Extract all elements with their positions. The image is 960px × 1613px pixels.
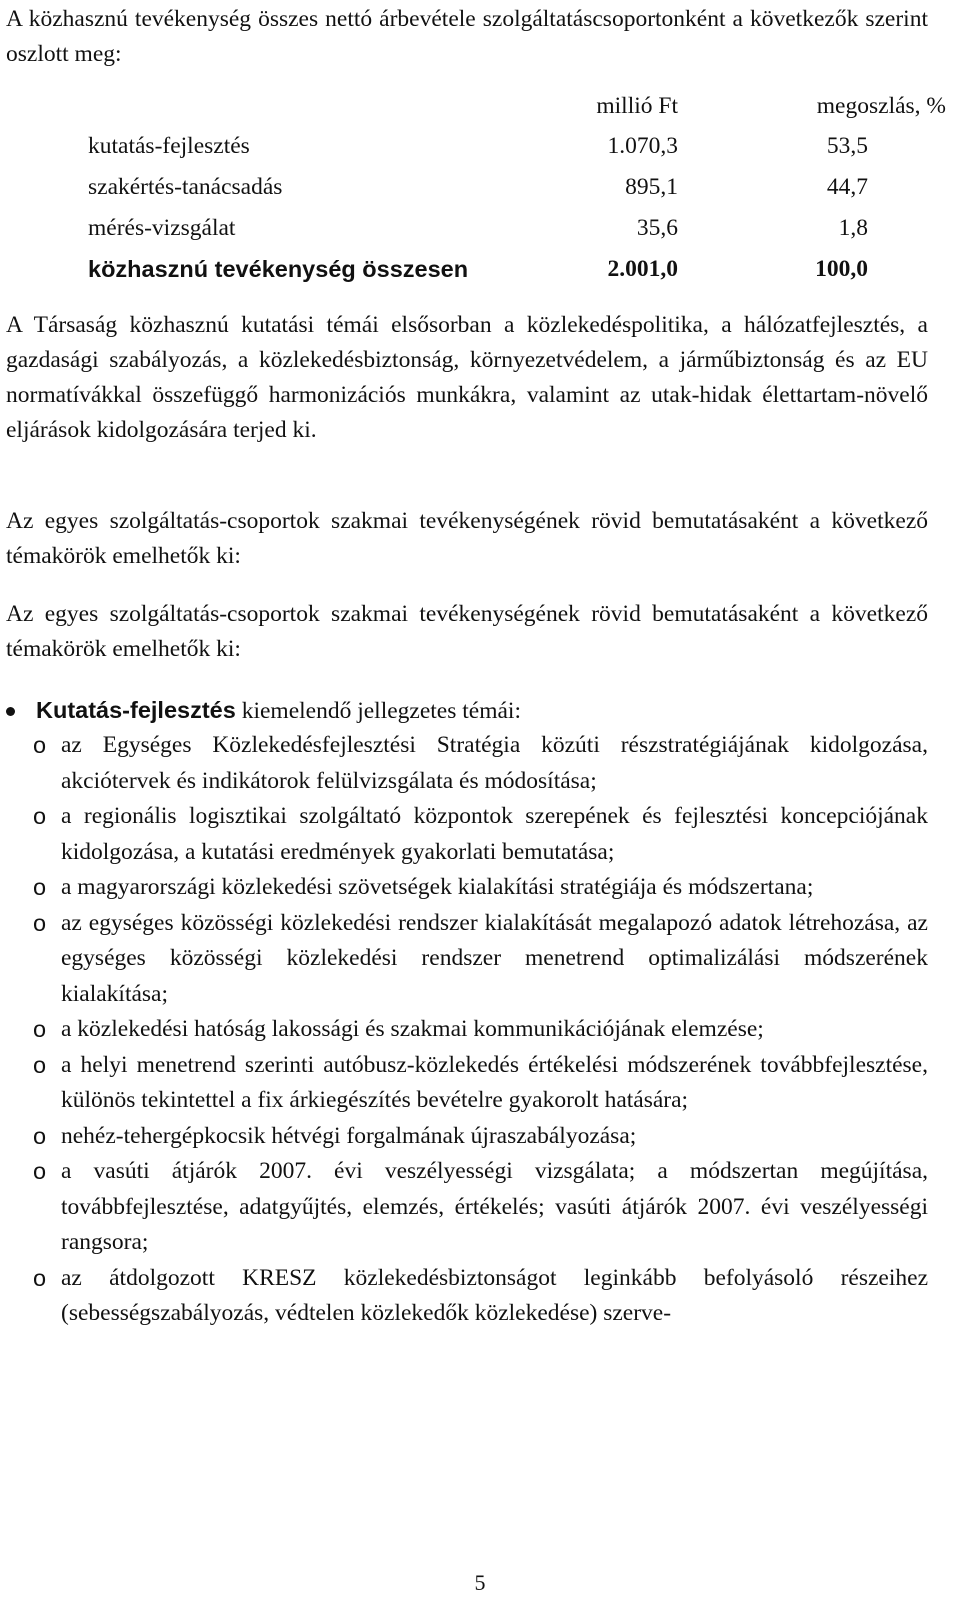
circle-bullet-icon: o [33, 803, 47, 829]
table-header-row [88, 86, 946, 126]
list-item-text: a közlekedési hatóság lakossági és szakmai kommunikációjának elemzése; [61, 1016, 764, 1042]
list-item-text: az Egységes Közlekedésfejlesztési Stratégia közúti részstratégiájának kidolgozása, akciótervek és indikátorok felülvizsgálata és módosítása; [61, 732, 928, 794]
row-value: 35,6 [636, 215, 678, 241]
row-share: 44,7 [826, 174, 868, 200]
row-share: 53,5 [826, 133, 868, 159]
list-item [6, 728, 928, 799]
table-total-row [88, 249, 946, 290]
circle-bullet-icon: o [33, 732, 47, 758]
list-item [6, 1048, 928, 1119]
page-number: 5 [474, 1570, 486, 1595]
rnd-bullet-heading [36, 693, 928, 729]
list-item-text: az átdolgozott KRESZ közlekedésbiztonságot leginkább befolyásoló részeihez (sebességszabályozás, védtelen közlekedők közlekedése) szerve- [61, 1264, 928, 1326]
revenue-distribution-table [88, 86, 946, 290]
list-item [6, 906, 928, 1013]
list-item [6, 870, 928, 906]
list-item-text: a regionális logisztikai szolgáltató központok szerepének és fejlesztési koncepciójának kidolgozása, a kutatási eredmények gyakorlati bemutatása; [61, 803, 928, 865]
circle-bullet-icon: o [33, 874, 47, 900]
table-header-share: megoszlás, % [816, 92, 946, 119]
total-value: 2.001,0 [607, 256, 678, 282]
service-groups-paragraph-repeat: Az egyes szolgáltatás-csoportok szakmai tevékenységének rövid bemutatásaként a következő témakörök emelhetők ki: [6, 601, 928, 662]
circle-bullet-icon: o [33, 1016, 47, 1042]
list-item-text: a magyarországi közlekedési szövetségek kialakítási stratégiája és módszertana; [61, 874, 814, 900]
rnd-heading-rest: kiemelendő jellegzetes témái: [235, 698, 521, 724]
list-item-text: a vasúti átjárók 2007. évi veszélyességi vizsgálata; a módszertan megújítása, továbbfejlesztése, adatgyűjtés, elemzés, értékelés; vasúti átjárók 2007. évi veszélyességi rangsora; [61, 1158, 928, 1255]
rnd-heading-bold: Kutatás-fejlesztés [36, 697, 236, 723]
table-header-label [88, 86, 558, 126]
row-label: kutatás-fejlesztés [88, 133, 250, 159]
list-item [6, 1154, 928, 1261]
table-header-value: millió Ft [596, 92, 678, 119]
rnd-bullet [6, 693, 928, 729]
row-value: 1.070,3 [607, 133, 678, 159]
list-item [6, 1119, 928, 1155]
circle-bullet-icon: o [33, 1122, 47, 1149]
research-topics-paragraph: A Társaság közhasznú kutatási témái elsősorban a közlekedéspolitika, a hálózatfejlesztés, a gazdasági szabályozás, a közlekedésbiztonság, környezetvédelem, a járműbiztonság és az EU normatívákkal összefüggő harmonizációs munkákra, valamint az utak-hidak élettartam-növelő eljárások kidolgozására terjed ki. [6, 312, 928, 443]
table-row [88, 167, 946, 208]
circle-bullet-icon: o [33, 1051, 47, 1078]
list-item [6, 799, 928, 870]
circle-bullet-icon: o [33, 909, 47, 936]
row-label: szakértés-tanácsadás [88, 174, 283, 200]
circle-bullet-icon: o [33, 1264, 47, 1291]
list-item-text: nehéz-tehergépkocsik hétvégi forgalmának újraszabályozása; [61, 1122, 637, 1149]
table-row [88, 208, 946, 249]
rnd-topic-list [6, 728, 928, 1332]
circle-bullet-icon: o [33, 1158, 47, 1184]
row-share: 1,8 [838, 215, 868, 241]
row-label: mérés-vizsgálat [88, 215, 236, 241]
list-item [6, 1012, 928, 1048]
service-groups-paragraph: Az egyes szolgáltatás-csoportok szakmai tevékenységének rövid bemutatásaként a következő témakörök emelhetők ki: [6, 508, 928, 569]
list-item [6, 1261, 928, 1332]
row-value: 895,1 [625, 174, 678, 200]
bullet-dot-icon [6, 707, 15, 716]
list-item-text: az egységes közösségi közlekedési rendszer kialakítását megalapozó adatok létrehozása, az egységes közösségi közlekedési rendszer menetrend optimalizálási módszerének kialakítása; [61, 909, 928, 1007]
total-share: 100,0 [815, 256, 868, 282]
table-row [88, 126, 946, 167]
total-label: közhasznú tevékenység összesen [88, 256, 469, 282]
list-item-text: a helyi menetrend szerinti autóbusz-közlekedés értékelési módszerének továbbfejlesztése, különös tekintettel a fix árkiegészítés bevételre gyakorolt hatására; [61, 1051, 928, 1113]
intro-paragraph: A közhasznú tevékenység összes nettó árbevétele szolgáltatáscsoportonként a következők szerint oszlott meg: [6, 6, 928, 67]
